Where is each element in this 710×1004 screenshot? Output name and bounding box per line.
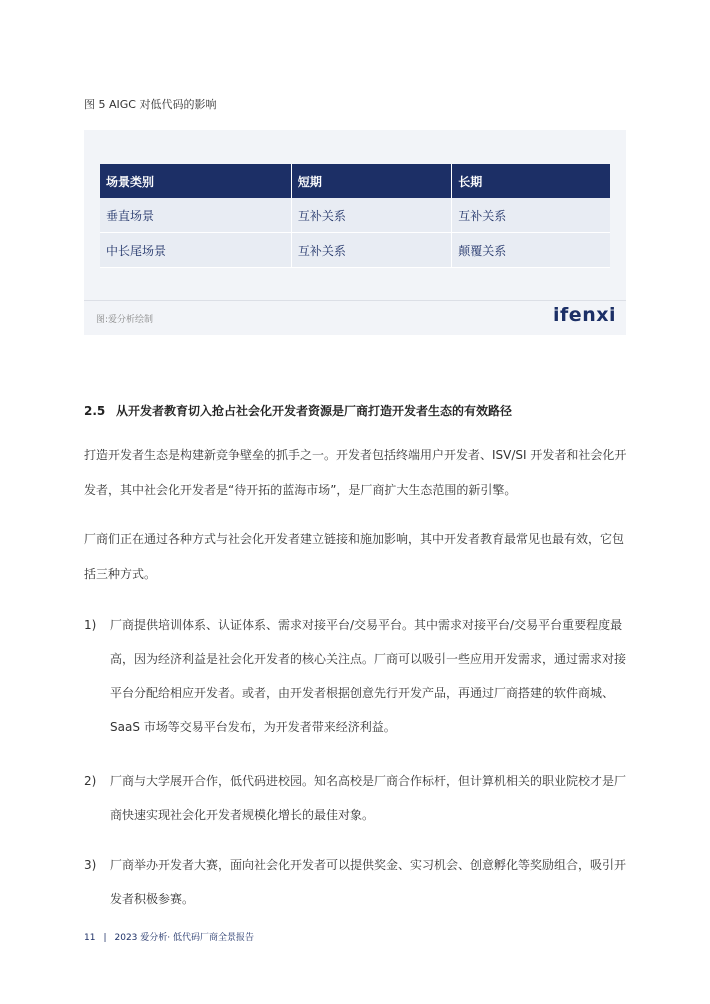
figure-source: 图:爱分析绘制: [96, 315, 154, 325]
page-footer: [84, 930, 254, 943]
table-header-cell: 场景类别: [100, 164, 292, 198]
list-marker: 3): [84, 858, 97, 872]
footer-separator: |: [103, 933, 107, 943]
list-item: [84, 608, 629, 744]
paragraph: 打造开发者生态是构建新竞争壁垒的抓手之一。开发者包括终端用户开发者、ISV/SI 开发者和社会化开发者，其中社会化开发者是“待开拓的蓝海市场”，是厂商扩大生态范围的新引擎。: [84, 448, 627, 497]
figure-divider: [84, 300, 626, 301]
ifenxi-logo: ifenxi: [553, 304, 616, 326]
page-number: 11: [84, 933, 96, 943]
table-header-cell: 长期: [452, 164, 610, 198]
report-title: 2023 爱分析· 低代码厂商全景报告: [114, 933, 254, 943]
table-cell: 互补关系: [452, 198, 610, 233]
section-title-text: 从开发者教育切入抢占社会化开发者资源是厂商打造开发者生态的有效路径: [116, 404, 513, 418]
list-marker: 2): [84, 774, 97, 788]
scenario-table: [100, 164, 610, 268]
list-item-text: 厂商举办开发者大赛，面向社会化开发者可以提供奖金、实习机会、创意孵化等奖励组合，吸引开发者积极参赛。: [110, 858, 627, 906]
list-item-text: 厂商与大学展开合作，低代码进校园。知名高校是厂商合作标杆，但计算机相关的职业院校才是厂商快速实现社会化开发者规模化增长的最佳对象。: [110, 774, 627, 822]
figure-caption: 图 5 AIGC 对低代码的影响: [84, 98, 217, 111]
paragraph: 厂商们正在通过各种方式与社会化开发者建立链接和施加影响，其中开发者教育最常见也最有效，它包括三种方式。: [84, 532, 625, 581]
table-header-cell: 短期: [292, 164, 452, 198]
list-item: [84, 848, 629, 916]
list-item-text: 厂商提供培训体系、认证体系、需求对接平台/交易平台。其中需求对接平台/交易平台重要程度最高，因为经济利益是社会化开发者的核心关注点。厂商可以吸引一些应用开发需求，通过需求对接平台分配给相应开发者。或者，由开发者根据创意先行开发产品，再通过厂商搭建的软件商城、SaaS 市场等交易平台发布，为开发者带来经济利益。: [110, 618, 627, 734]
table-cell: 中长尾场景: [100, 233, 292, 268]
table-row: [100, 198, 610, 233]
table-cell: 互补关系: [292, 198, 452, 233]
section-number: 2.5: [84, 404, 106, 418]
table-header-row: [100, 164, 610, 198]
list-marker: 1): [84, 618, 97, 632]
list-item: [84, 764, 629, 832]
table-cell: 互补关系: [292, 233, 452, 268]
figure-container: [84, 130, 626, 335]
section-heading: [84, 402, 512, 419]
table-cell: 颠覆关系: [452, 233, 610, 268]
table-cell: 垂直场景: [100, 198, 292, 233]
table-row: [100, 233, 610, 268]
